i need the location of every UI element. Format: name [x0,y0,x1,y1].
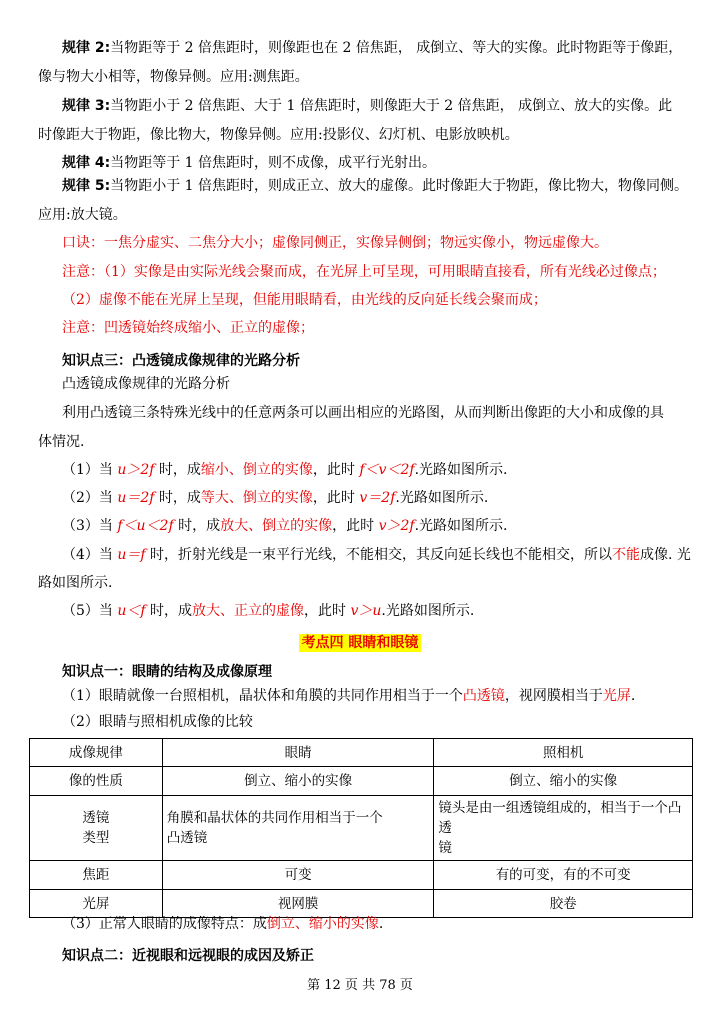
rule-3-label: 规律 3: [62,98,111,114]
case-4-line-1: （4）当 u＝f 时，折射光线是一束平行光线，不能相交，其反向延长线也不能相交，所以不能成像. 光 [62,547,691,563]
case-5-condition: u＜f [117,603,146,619]
rule-5-line-1: 规律 5:当物距小于 1 倍焦距时，则成正立、放大的虚像。此时像距大于物距，像比物大，物像同侧。 [62,178,689,194]
table-cell: 倒立、缩小的实像 [434,767,693,796]
table-cell: 焦距 [30,861,163,890]
kp1-title: 知识点一：眼睛的结构及成像原理 [62,664,272,680]
kp2-title: 知识点二：近视眼和远视眼的成因及矫正 [62,948,314,964]
table-cell: 透镜 类型 [30,796,163,861]
rule-5-line-2: 应用:放大镜。 [38,207,127,223]
case-3: （3）当 f＜u＜2f 时，成放大、倒立的实像，此时 v＞2f.光路如图所示. [62,518,508,534]
table-cell: 倒立、缩小的实像 [162,767,434,796]
eye-camera-comparison-table [29,738,693,918]
case-4-line-2: 路如图所示. [38,575,113,591]
rule-2-line-2: 像与物大小相等，物像异侧。应用:测焦距。 [38,69,309,85]
rule-2-label: 规律 2: [62,40,111,56]
rule-4-line: 规律 4:当物距等于 1 倍焦距时，则不成像，成平行光射出。 [62,155,437,171]
case-1-condition: u＞2f [117,462,155,478]
table-cell: 可变 [162,861,434,890]
rule-3-line-1: 规律 3:当物距小于 2 倍焦距、大于 1 倍焦距时，则像距大于 2 倍焦距， 成倒立、放大的实像。此 [62,98,673,114]
case-4-condition: u＝f [117,547,146,563]
case-3-relation: v＞2f [378,518,415,534]
table-row [30,796,693,861]
kp1-point-1: （1）眼睛就像一台照相机，晶状体和角膜的共同作用相当于一个凸透镜，视网膜相当于光屏. [62,688,636,704]
table-header: 成像规律 [30,739,163,767]
case-5-relation: v＞u [350,603,382,619]
table-cell: 视网膜 [162,890,434,918]
case-2-image: 等大、倒立的实像 [200,490,313,506]
kp1-screen-term: 光屏 [602,688,631,704]
table-cell: 有的可变，有的不可变 [434,861,693,890]
kp3-subtitle: 凸透镜成像规律的光路分析 [62,376,230,392]
rule-4-label: 规律 4: [62,155,111,171]
page-number-footer: 第 12 页 共 78 页 [307,978,413,993]
kp3-title: 知识点三：凸透镜成像规律的光路分析 [62,353,300,369]
case-3-image: 放大、倒立的实像 [220,518,333,534]
table-cell: 光屏 [30,890,163,918]
kp3-intro-line-2: 体情况. [38,434,85,450]
rule-3-line-2: 时像距大于物距，像比物大，物像异侧。应用:投影仪、幻灯机、电影放映机。 [38,127,519,143]
table-header: 照相机 [434,739,693,767]
table-cell: 胶卷 [434,890,693,918]
case-5: （5）当 u＜f 时，成放大、正立的虚像，此时 v＞u.光路如图所示. [62,603,475,619]
table-cell: 角膜和晶状体的共同作用相当于一个 凸透镜 [162,796,434,861]
note-1: 注意：（1）实像是由实际光线会聚而成，在光屏上可呈现，可用眼睛直接看，所有光线必过像点； [62,264,666,280]
rule-5-label: 规律 5: [62,178,111,194]
kp1-lens-term: 凸透镜 [462,688,505,704]
case-1: （1）当 u＞2f 时，成缩小、倒立的实像，此时 f＜v＜2f.光路如图所示. [62,462,508,478]
case-3-condition: f＜u＜2f [117,518,174,534]
case-2: （2）当 u＝2f 时，成等大、倒立的实像，此时 v＝2f.光路如图所示. [62,490,489,506]
case-4-negation: 不能 [612,547,641,563]
rule-2-line-1: 规律 2:当物距等于 2 倍焦距时，则像距也在 2 倍焦距， 成倒立、等大的实像。此时物距等于像距， [62,40,683,56]
case-2-relation: v＝2f [359,490,396,506]
note-3: 注意：凹透镜始终成缩小、正立的虚像； [62,320,314,336]
mnemonic: 口诀：一焦分虚实、二焦分大小；虚像同侧正，实像异侧倒；物远实像小，物远虚像大。 [62,235,608,251]
kp3-intro-line-1: 利用凸透镜三条特殊光线中的任意两条可以画出相应的光路图，从而判断出像距的大小和成像的具 [62,405,664,421]
table-header: 眼睛 [162,739,434,767]
kp1-point-3: （3）正常人眼睛的成像特点：成倒立、缩小的实像. [62,916,384,932]
table-cell: 像的性质 [30,767,163,796]
case-1-relation: f＜v＜2f [359,462,415,478]
note-2: （2）虚像不能在光屏上呈现，但能用眼睛看，由光线的反向延长线会聚而成； [62,292,547,308]
section-4-heading: 考点四 眼睛和眼镜 [0,632,720,652]
kp1-image-term: 倒立、缩小的实像 [266,916,379,932]
table-row [30,767,693,796]
kp1-point-2: （2）眼睛与照相机成像的比较 [62,714,253,730]
table-row [30,861,693,890]
case-1-image: 缩小、倒立的实像 [200,462,313,478]
table-header-row [30,739,693,767]
case-2-condition: u＝2f [117,490,155,506]
case-5-image: 放大、正立的虚像 [192,603,305,619]
table-cell: 镜头是由一组透镜组成的，相当于一个凸透 镜 [434,796,693,861]
